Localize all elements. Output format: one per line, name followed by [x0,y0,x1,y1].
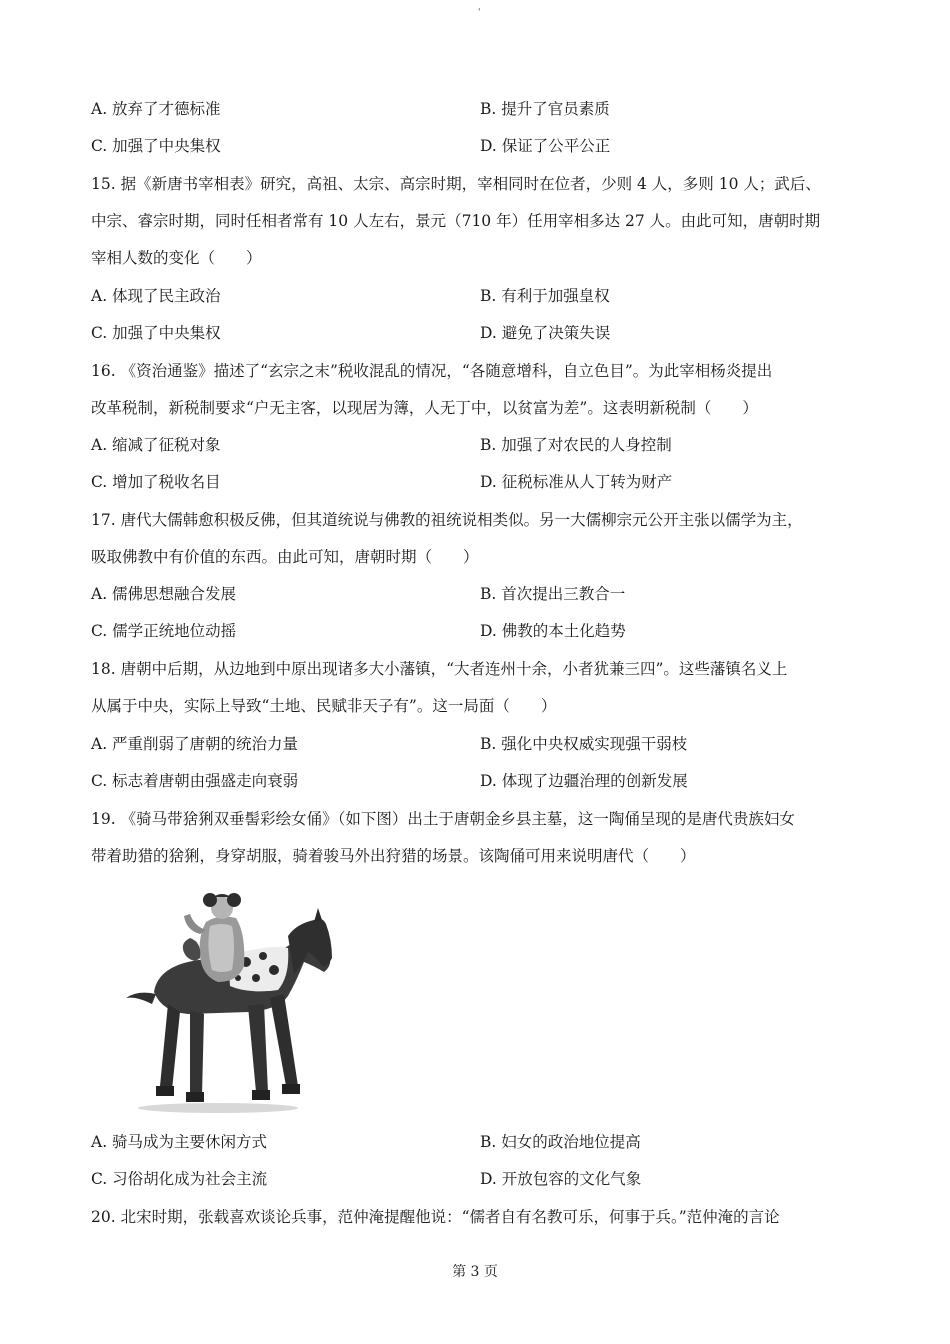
q17-option-c[interactable]: C. 儒学正统地位动摇 [91,622,237,640]
header-mark: ' [478,8,481,18]
q18-option-a[interactable]: A. 严重削弱了唐朝的统治力量 [91,735,299,753]
q15-option-a[interactable]: A. 体现了民主政治 [91,287,221,305]
q18-option-b[interactable]: B. 强化中央权威实现强干弱枝 [480,735,688,753]
q17-option-a[interactable]: A. 儒佛思想融合发展 [91,585,237,603]
q18-stem-line-2: 从属于中央，实际上导致“土地、民赋非天子有”。这一局面（ ） [91,697,557,715]
q18-option-d[interactable]: D. 体现了边疆治理的创新发展 [480,772,688,790]
q17-stem-line-1: 17. 唐代大儒韩愈积极反佛，但其道统说与佛教的祖统说相类似。另一大儒柳宗元公开主张以儒学为主， [91,511,803,529]
q15-stem-line-3: 宰相人数的变化（ ） [91,249,262,267]
q18-option-c[interactable]: C. 标志着唐朝由强盛走向衰弱 [91,772,299,790]
q19-option-a[interactable]: A. 骑马成为主要休闲方式 [91,1133,268,1151]
q16-option-a[interactable]: A. 缩减了征税对象 [91,436,221,454]
q16-option-c[interactable]: C. 增加了税收名目 [91,473,221,491]
q19-stem-line-2: 带着助猎的猞猁，身穿胡服，骑着骏马外出狩猎的场景。该陶俑可用来说明唐代（ ） [91,847,696,865]
q15-option-d[interactable]: D. 避免了决策失误 [480,324,611,342]
q17-option-d[interactable]: D. 佛教的本土化趋势 [480,622,626,640]
q14-option-a[interactable]: A. 放弃了才德标准 [91,100,221,118]
q18-stem-line-1: 18. 唐朝中后期，从边地到中原出现诸多大小藩镇，“大者连州十余，小者犹兼三四”。这些藩镇名义上 [91,660,788,678]
page-number: 第 3 页 [452,1264,498,1280]
q17-option-b[interactable]: B. 首次提出三教合一 [480,585,626,603]
q16-option-b[interactable]: B. 加强了对农民的人身控制 [480,436,672,454]
q15-stem-line-1: 15. 据《新唐书宰相表》研究，高祖、太宗、高宗时期，宰相同时在位者，少则 4 人，多则 10 人；武后、 [91,175,821,193]
q15-option-c[interactable]: C. 加强了中央集权 [91,324,221,342]
q19-stem-line-1: 19. 《骑马带猞猁双垂髻彩绘女俑》（如下图）出土于唐朝金乡县主墓，这一陶俑呈现的是唐代贵族妇女 [91,810,795,828]
q16-stem-line-1: 16. 《资治通鉴》描述了“玄宗之末”税收混乱的情况，“各随意增科，自立色目”。为此宰相杨炎提出 [91,362,773,380]
q14-option-d[interactable]: D. 保证了公平公正 [480,137,611,155]
tang-pottery-figurine-image [118,886,333,1116]
q20-stem-line-1: 20. 北宋时期，张载喜欢谈论兵事，范仲淹提醒他说：“儒者自有名教可乐，何事于兵。”范仲淹的言论 [91,1208,780,1226]
q15-stem-line-2: 中宗、睿宗时期，同时任相者常有 10 人左右，景元（710 年）任用宰相多达 27 人。由此可知，唐朝时期 [91,212,821,230]
q19-option-b[interactable]: B. 妇女的政治地位提高 [480,1133,641,1151]
q16-stem-line-2: 改革税制，新税制要求“户无主客，以现居为簿，人无丁中，以贫富为差”。这表明新税制（ ） [91,399,758,417]
q19-option-c[interactable]: C. 习俗胡化成为社会主流 [91,1170,268,1188]
q19-option-d[interactable]: D. 开放包容的文化气象 [480,1170,642,1188]
q15-option-b[interactable]: B. 有利于加强皇权 [480,287,610,305]
q14-option-b[interactable]: B. 提升了官员素质 [480,100,610,118]
q14-option-c[interactable]: C. 加强了中央集权 [91,137,221,155]
q17-stem-line-2: 吸取佛教中有价值的东西。由此可知，唐朝时期（ ） [91,548,479,566]
q16-option-d[interactable]: D. 征税标准从人丁转为财产 [480,473,673,491]
